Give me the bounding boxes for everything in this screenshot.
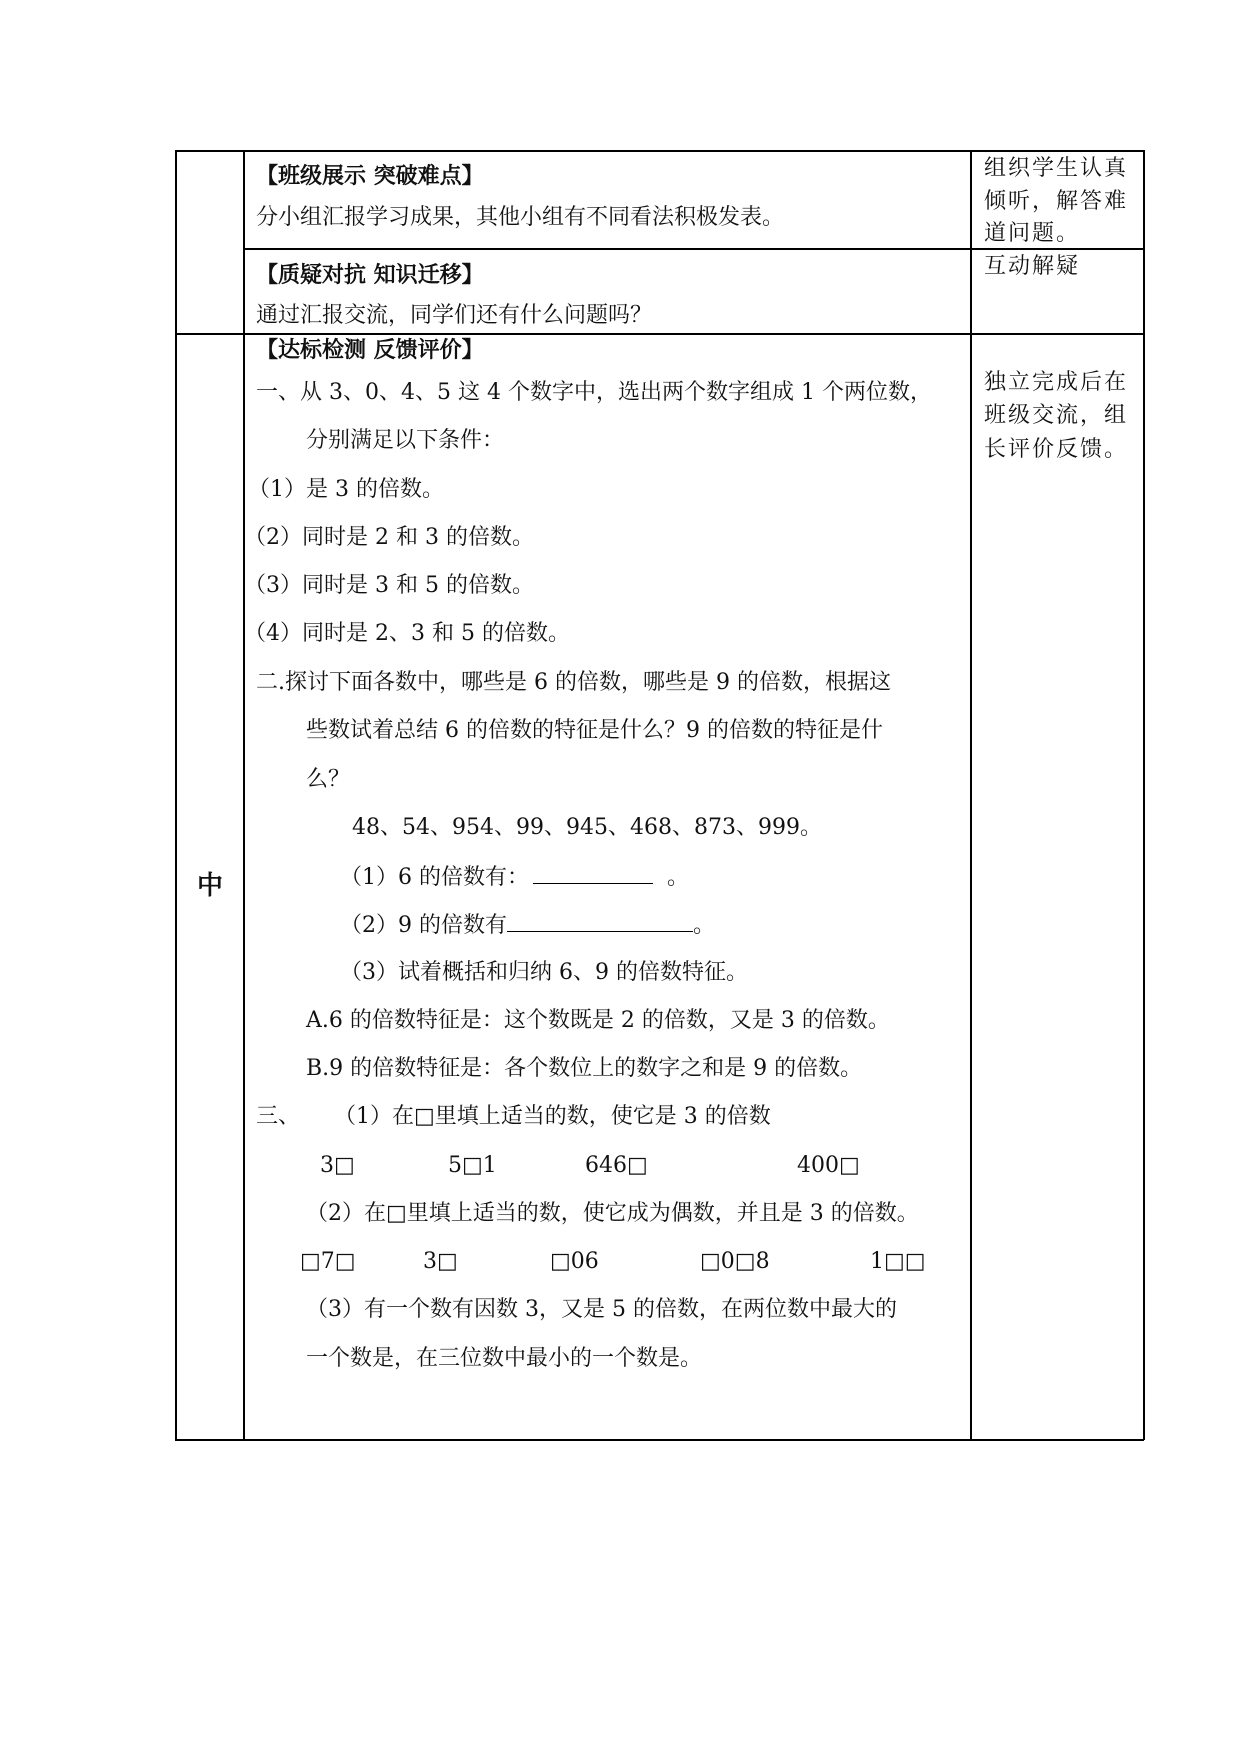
table-divider-stage (243, 150, 245, 1440)
q3-label: 三、 (256, 1104, 301, 1129)
row-divider-1 (243, 248, 1144, 250)
table-border-top (175, 150, 1144, 152)
q1-line-2: 分别满足以下条件： (306, 428, 505, 453)
question-note: 互动解疑 (984, 254, 1081, 279)
q3-row1-item-2[interactable]: 5□1 (448, 1153, 497, 1178)
q2-line-2: 些数试着总结 6 的倍数的特征是什么？9 的倍数的特征是什 (306, 718, 883, 743)
q3-row2-item-2[interactable]: 3□ (423, 1249, 458, 1274)
q3-row1-item-4[interactable]: 400□ (797, 1153, 860, 1178)
check-note-3: 长评价反馈。 (984, 437, 1129, 462)
q3-row2-item-4[interactable]: □0□8 (700, 1249, 770, 1274)
check-note-1: 独立完成后在 (984, 370, 1129, 395)
stage-label: 中 (197, 871, 224, 901)
q2-answer-a: A.6 的倍数特征是：这个数既是 2 的倍数，又是 3 的倍数。 (306, 1008, 890, 1033)
q2-sub-2 (340, 911, 715, 939)
q3-row1-item-3[interactable]: 646□ (585, 1153, 648, 1178)
q3-sub-3-line-1: （3）有一个数有因数 3，又是 5 的倍数，在两位数中最大的 (306, 1297, 897, 1322)
answer-blank-1[interactable] (533, 863, 653, 884)
q1-item-3: （3）同时是 3 和 5 的倍数。 (244, 573, 534, 598)
class-display-text: 分小组汇报学习成果，其他小组有不同看法积极发表。 (256, 205, 785, 230)
question-text: 通过汇报交流，同学们还有什么问题吗？ (256, 303, 653, 328)
table-border-right (1143, 150, 1145, 1440)
q2-sub-1-label: （1）6 的倍数有： (340, 865, 529, 890)
class-display-note-3: 道问题。 (984, 221, 1081, 246)
table-border-bottom (175, 1439, 1144, 1441)
q1-item-2: （2）同时是 2 和 3 的倍数。 (244, 525, 534, 550)
q2-answer-b: B.9 的倍数特征是：各个数位上的数字之和是 9 的倍数。 (306, 1056, 863, 1081)
table-border-left (175, 150, 177, 1440)
class-display-note-2: 倾听，解答难 (984, 189, 1129, 214)
question-title: 【质疑对抗 知识迁移】 (256, 262, 484, 288)
q2-line-3: 么？ (306, 767, 351, 792)
class-display-note-1: 组织学生认真 (984, 156, 1129, 181)
q1-item-4: （4）同时是 2、3 和 5 的倍数。 (244, 621, 570, 646)
q2-sub-2-end: 。 (693, 913, 716, 938)
q2-sub-1 (340, 863, 689, 891)
q3-sub-2: （2）在□里填上适当的数，使它成为偶数，并且是 3 的倍数。 (306, 1201, 919, 1226)
q3-row2-item-5[interactable]: 1□□ (870, 1249, 926, 1274)
class-display-title: 【班级展示 突破难点】 (256, 163, 484, 189)
row-divider-2 (175, 333, 1144, 335)
table-divider-notes (970, 150, 972, 1440)
answer-blank-2[interactable] (507, 911, 693, 932)
q3-row1-item-1[interactable]: 3□ (320, 1153, 355, 1178)
q3-row2-item-3[interactable]: □06 (550, 1249, 599, 1274)
q1-line-1: 一、从 3、0、4、5 这 4 个数字中，选出两个数字组成 1 个两位数， (256, 380, 932, 405)
q2-numbers: 48、54、954、99、945、468、873、999。 (352, 815, 822, 840)
q2-sub-3: （3）试着概括和归纳 6、9 的倍数特征。 (340, 960, 748, 985)
check-note-2: 班级交流，组 (984, 403, 1129, 428)
q1-item-1: （1）是 3 的倍数。 (248, 477, 444, 502)
q3-sub-1: （1）在□里填上适当的数，使它是 3 的倍数 (334, 1104, 771, 1129)
check-title: 【达标检测 反馈评价】 (256, 337, 484, 363)
q3-row2-item-1[interactable]: □7□ (300, 1249, 356, 1274)
q3-sub-3-line-2: 一个数是，在三位数中最小的一个数是。 (306, 1346, 703, 1371)
q2-sub-2-label: （2）9 的倍数有 (340, 913, 507, 938)
q2-sub-1-end: 。 (667, 865, 690, 890)
q2-line-1: 二.探讨下面各数中，哪些是 6 的倍数，哪些是 9 的倍数，根据这 (256, 670, 891, 695)
